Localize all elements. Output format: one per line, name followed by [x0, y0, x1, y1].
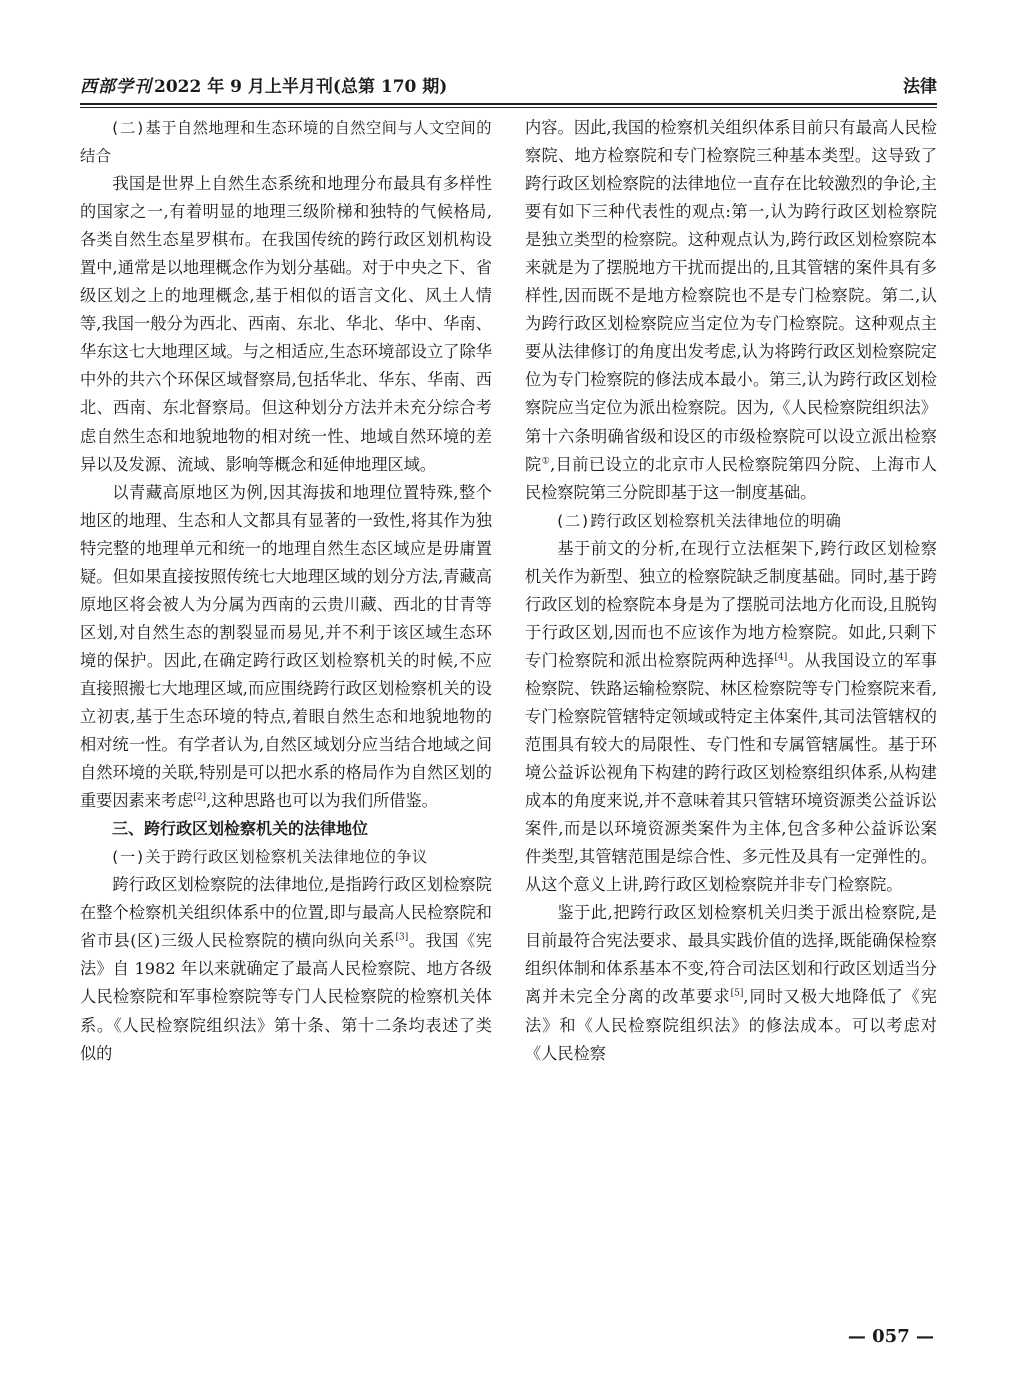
section-label: 法律 [903, 77, 937, 97]
section-title: 三、跨行政区划检察机关的法律地位 [112, 819, 369, 839]
citation-ref: [3] [395, 932, 409, 943]
subsection-title: (二)基于自然地理和生态环境的自然空间与人文空间的结合 [80, 119, 492, 166]
paragraph [525, 899, 937, 1067]
paragraph-text: 内容。因此,我国的检察机关组织体系目前只有最高人民检察院、地方检察院和专门检察院三种基本类型。这导致了跨行政区划检察院的法律地位一直存在比较激烈的争论,主要有如下三种代表性的观点:第一,认为跨行政区划检察院是独立类型的检察院。这种观点认为,跨行政区划检察院本来就是为了摆脱地方干扰而提出的,且其管辖的案件具有多样性,因而既不是地方检察院也不是专门检察院。第二,认为跨行政区划检察院应当定位为专门检察院。这种观点主要从法律修订的角度出发考虑,认为将跨行政区划检察院定位为专门检察院的修法成本最小。第三,认为跨行政区划检察院应当定位为派出检察院。因为,《人民检察院组织法》第十六条明确省级和设区的市级检察院可以设立派出检察院 [525, 118, 937, 474]
left-column [80, 114, 492, 1068]
paragraph-text: ,同时又极大地降低了《宪法》和《人民检察院组织法》的修法成本。可以考虑对《人民检察 [525, 987, 937, 1063]
paragraph-text: 鉴于此,把跨行政区划检察机关归类于派出检察院,是目前最符合宪法要求、最具实践价值的选择,既能确保检察组织体制和体系基本不变,符合司法区划和行政区划适当分离并未完全分离的改革要求 [525, 903, 937, 1007]
citation-ref: [5] [730, 989, 744, 1000]
paragraph-text: 。从我国设立的军事检察院、铁路运输检察院、林区检察院等专门检察院来看,专门检察院管辖特定领域或特定主体案件,其司法管辖权的范围具有较大的局限性、专门性和专属管辖属性。基于环境公益诉讼视角下构建的跨行政区划检察组织体系,从构建成本的角度来说,并不意味着其只管辖环境资源类公益诉讼案件,而是以环境资源类案件为主体,包含多种公益诉讼案件类型,其管辖范围是综合性、多元性及具有一定弹性的。从这个意义上讲,跨行政区划检察院并非专门检察院。 [525, 650, 937, 895]
paragraph: 我国是世界上自然生态系统和地理分布最具有多样性的国家之一,有着明显的地理三级阶梯和独特的气候格局,各类自然生态星罗棋布。在我国传统的跨行政区划机构设置中,通常是以地理概念作为划分基础。对于中央之下、省级区划之上的地理概念,基于相似的语言文化、风土人情等,我国一般分为西北、西南、东北、华北、华中、华南、华东这七大地理区域。与之相适应,生态环境部设立了除华中外的共六个环保区域督察局,包括华北、华东、华南、西北、西南、东北督察局。但这种划分方法并未充分综合考虑自然生态和地貌地物的相对统一性、地域自然环境的差异以及发源、流域、影响等概念和延伸地理区域。 [80, 174, 492, 474]
paragraph-text: 基于前文的分析,在现行立法框架下,跨行政区划检察机关作为新型、独立的检察院缺乏制度基础。同时,基于跨行政区划的检察院本身是为了摆脱司法地方化而设,且脱钩于行政区划,因而也不应该作为地方检察院。如此,只剩下专门检察院和派出检察院两种选择 [525, 538, 937, 670]
header-left [80, 74, 447, 100]
paragraph-text: ,目前已设立的北京市人民检察院第四分院、上海市人民检察院第三分院即基于这一制度基础。 [525, 454, 937, 502]
paragraph-text: 跨行政区划检察院的法律地位,是指跨行政区划检察院在整个检察机关组织体系中的位置,即与最高人民检察院和省市县(区)三级人民检察院的横向纵向关系 [80, 875, 492, 951]
paragraph [525, 114, 937, 507]
page-number: — 057 — [847, 1326, 934, 1347]
paragraph [80, 479, 492, 816]
journal-logo: 西部学刊 [80, 77, 152, 97]
header-rule-thin [80, 107, 937, 108]
citation-ref: [4] [774, 652, 788, 663]
footnote-marker: ① [541, 456, 551, 467]
paragraph [525, 535, 937, 900]
subsection-title: (二)跨行政区划检察机关法律地位的明确 [555, 511, 842, 530]
running-header [80, 74, 937, 102]
issue-label: 2022 年 9 月上半月刊(总第 170 期) [154, 77, 448, 97]
right-column [525, 114, 937, 1068]
header-rule [80, 103, 937, 105]
paragraph [80, 871, 492, 1067]
paragraph-text: 。我国《宪法》自 1982 年以来就确定了最高人民检察院、地方各级人民检察院和军事检察院等专门人民检察院的检察机关体系。《人民检察院组织法》第十条、第十二条均表述了类似的 [80, 931, 492, 1063]
subsection-title: (一)关于跨行政区划检察机关法律地位的争议 [110, 848, 428, 867]
paragraph-text: 以青藏高原地区为例,因其海拔和地理位置特殊,整个地区的地理、生态和人文都具有显著的一致性,将其作为独特完整的地理单元和统一的地理自然生态区域应是毋庸置疑。但如果直接按照传统七大地理区域的划分方法,青藏高原地区将会被人为分属为西南的云贵川藏、西北的甘青等区划,对自然生态的割裂显而易见,并不利于该区域生态环境的保护。因此,在确定跨行政区划检察机关的时候,不应直接照搬七大地理区域,而应围绕跨行政区划检察机关的设立初衷,基于生态环境的特点,着眼自然生态和地貌地物的相对统一性。有学者认为,自然区域划分应当结合地域之间自然环境的关联,特别是可以把水系的格局作为自然区划的重要因素来考虑 [80, 482, 492, 811]
citation-ref: [2] [193, 792, 207, 803]
paragraph-text: ,这种思路也可以为我们所借鉴。 [206, 791, 438, 811]
